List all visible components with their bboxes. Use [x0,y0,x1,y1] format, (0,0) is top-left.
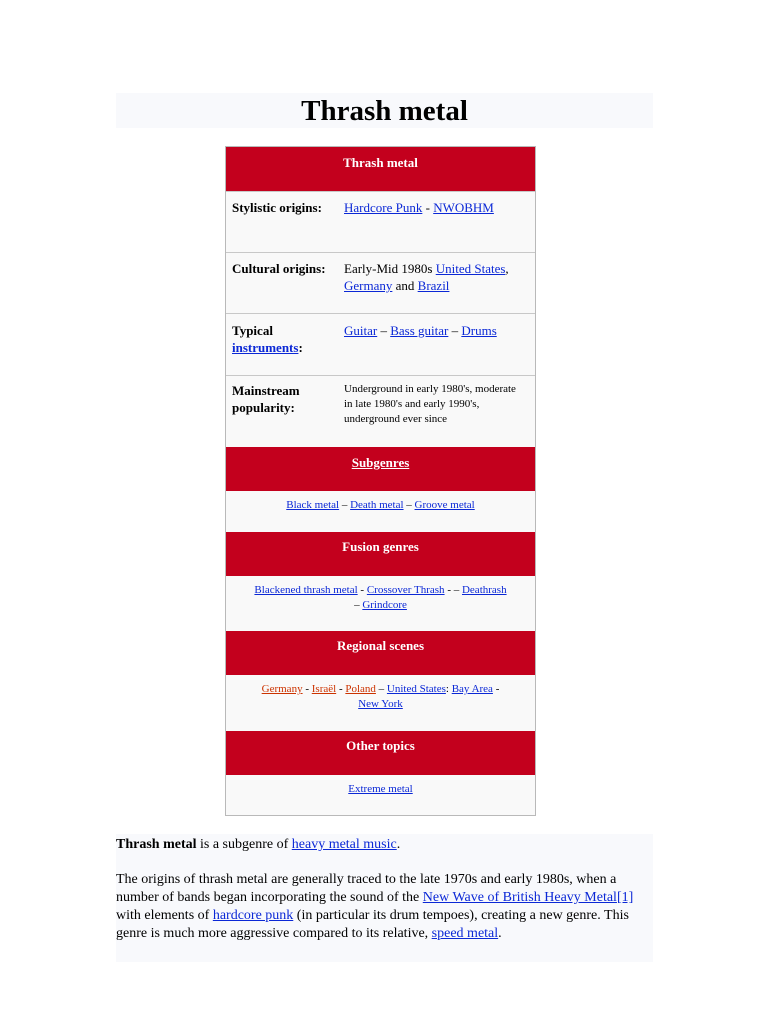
cultural-origins-label: Cultural origins: [232,261,326,276]
origins-end: . [498,926,502,941]
separator: - – [444,584,462,596]
origins-text-3: (in particular its drum tempoes), creating a new genre. This genre is much more aggressive compared to its relative, [116,908,629,941]
link-groove-metal[interactable]: Groove metal [414,499,475,511]
link-blackened-thrash-metal[interactable]: Blackened thrash metal [254,584,358,596]
link-extreme-metal[interactable]: Extreme metal [348,783,413,795]
origins-text-2: with elements of [116,908,213,923]
typical-instruments-value [344,322,530,339]
link-nwobhm[interactable]: NWOBHM [433,200,494,215]
subgenres-list [230,498,531,513]
link-poland-scene[interactable]: Poland [345,683,376,695]
other-topics-header: Other topics [226,731,535,775]
page-title: Thrash metal [301,95,468,127]
link-hardcore-punk[interactable]: Hardcore Punk [344,200,423,215]
link-subgenres[interactable]: Subgenres [351,455,410,470]
reference-1[interactable]: [1] [616,890,634,905]
fusion-genres-list [230,583,531,613]
regional-scenes-header: Regional scenes [226,631,535,675]
regional-scenes-list [230,682,531,712]
separator: - [302,683,312,695]
infobox-title: Thrash metal [226,147,535,191]
link-hardcore-punk-article[interactable]: hardcore punk [212,908,294,923]
bold-term: Thrash metal [116,837,197,852]
mainstream-popularity-value: Underground in early 1980's, moderate in late 1980's and early 1990's, underground ever since [344,383,516,425]
link-united-states-scene[interactable]: United States [386,683,446,695]
row-typical-instruments [226,313,535,376]
row-stylistic-origins [226,191,535,253]
intro-paragraph [116,836,646,854]
cultural-origins-value [344,260,530,294]
separator: and [392,278,418,293]
infobox [225,146,536,816]
link-nwobhm-article[interactable]: New Wave of British Heavy Metal [422,890,617,905]
link-bass-guitar[interactable]: Bass guitar [390,323,449,338]
separator: - [336,683,346,695]
stylistic-origins-label: Stylistic origins: [232,200,322,215]
separator: – [403,499,415,511]
link-death-metal[interactable]: Death metal [350,499,404,511]
origins-paragraph [116,871,646,943]
link-united-states[interactable]: United States [435,261,506,276]
intro-text: is a subgenre of [196,837,292,852]
link-crossover-thrash[interactable]: Crossover Thrash [366,584,445,596]
link-deathrash[interactable]: Deathrash [461,584,507,596]
separator: : [445,683,452,695]
stylistic-origins-value [344,199,530,216]
cultural-prefix: Early-Mid 1980s [344,261,436,276]
row-mainstream-popularity [226,375,535,448]
separator: - [357,584,367,596]
separator: – [354,599,363,611]
link-grindcore[interactable]: Grindcore [362,599,407,611]
other-topics-list [230,782,531,797]
separator: – [377,323,391,338]
link-instruments[interactable]: instruments [232,340,299,355]
label-colon: : [298,340,303,355]
row-cultural-origins [226,252,535,314]
link-brazil[interactable]: Brazil [417,278,450,293]
intro-end: . [396,837,401,852]
link-drums[interactable]: Drums [461,323,497,338]
link-bay-area[interactable]: Bay Area [451,683,493,695]
separator: – [375,683,387,695]
label-text: Typical [232,323,273,338]
link-new-york[interactable]: New York [358,698,403,710]
link-speed-metal[interactable]: speed metal [431,926,499,941]
link-heavy-metal-music[interactable]: heavy metal music [291,837,397,852]
link-black-metal[interactable]: Black metal [286,499,340,511]
separator: – [448,323,462,338]
separator: , [505,261,509,276]
subgenres-header [226,447,535,491]
fusion-genres-header: Fusion genres [226,532,535,576]
link-guitar[interactable]: Guitar [344,323,378,338]
origins-text-1: The origins of thrash metal are generally traced to the late 1970s and early 1980s, when a number of bands began incorporating the sound of the [116,872,617,905]
typical-instruments-label [232,322,330,356]
link-germany-scene[interactable]: Germany [261,683,303,695]
mainstream-popularity-label: Mainstream popularity: [232,383,300,415]
separator: - [422,200,434,215]
link-israel-scene[interactable]: Israël [311,683,337,695]
title-band [116,93,653,128]
link-germany[interactable]: Germany [344,278,393,293]
separator: – [339,499,351,511]
separator: - [492,683,500,695]
